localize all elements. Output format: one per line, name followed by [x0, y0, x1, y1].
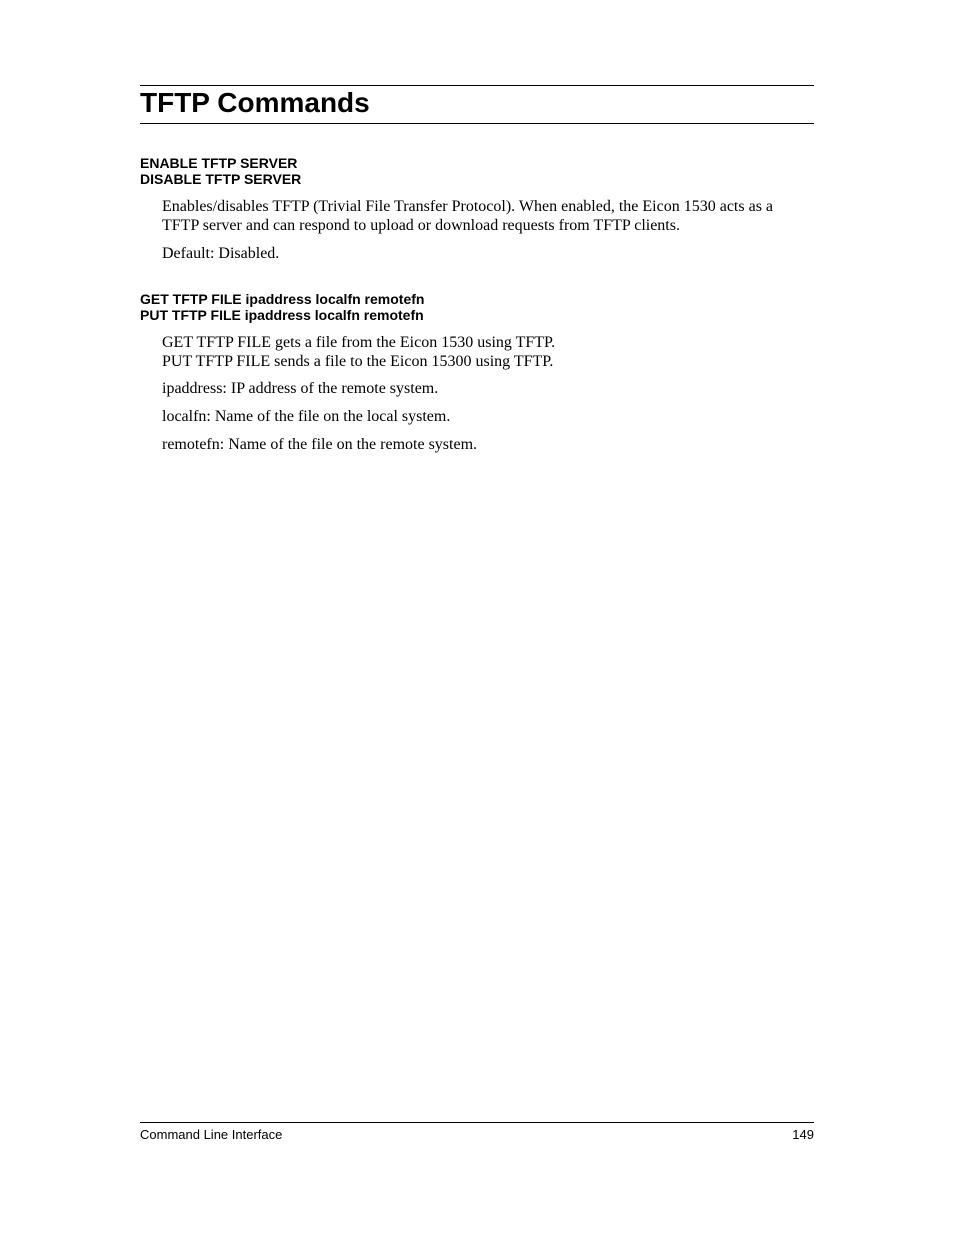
command-heading-get-put — [140, 291, 424, 323]
command-heading-line: ENABLE TFTP SERVER — [140, 155, 298, 171]
page-number: 149 — [792, 1127, 814, 1142]
command-heading-line: PUT TFTP FILE ipaddress localfn remotefn — [140, 307, 424, 323]
parameter-localfn — [162, 407, 814, 426]
parameter-remotefn — [162, 435, 814, 454]
title-underline-rule — [140, 123, 814, 124]
paragraph-line: GET TFTP FILE gets a file from the Eicon 1530 using TFTP. — [162, 334, 556, 351]
command-heading-line: GET TFTP FILE ipaddress localfn remotefn — [140, 291, 425, 307]
section-title: TFTP Commands — [140, 87, 370, 118]
command-description — [162, 197, 814, 235]
command-heading-enable-disable — [140, 155, 301, 187]
command-default-value — [162, 244, 814, 263]
command-heading-line: DISABLE TFTP SERVER — [140, 171, 302, 187]
footer-chapter-title: Command Line Interface — [140, 1127, 283, 1142]
paragraph-line: Default: Disabled. — [162, 245, 280, 262]
paragraph-line: localfn: Name of the file on the local system. — [162, 408, 451, 425]
paragraph-line: ipaddress: IP address of the remote system. — [162, 380, 439, 397]
footer-rule — [140, 1122, 814, 1123]
paragraph-line: Enables/disables TFTP (Trivial File Transfer Protocol). When enabled, the Eicon 1530 acts as a — [162, 198, 774, 215]
parameter-ipaddress — [162, 379, 814, 398]
paragraph-line: remotefn: Name of the file on the remote system. — [162, 436, 478, 453]
paragraph-line: PUT TFTP FILE sends a file to the Eicon 15300 using TFTP. — [162, 353, 554, 370]
paragraph-line: TFTP server and can respond to upload or download requests from TFTP clients. — [162, 217, 680, 234]
command-description — [162, 333, 814, 371]
